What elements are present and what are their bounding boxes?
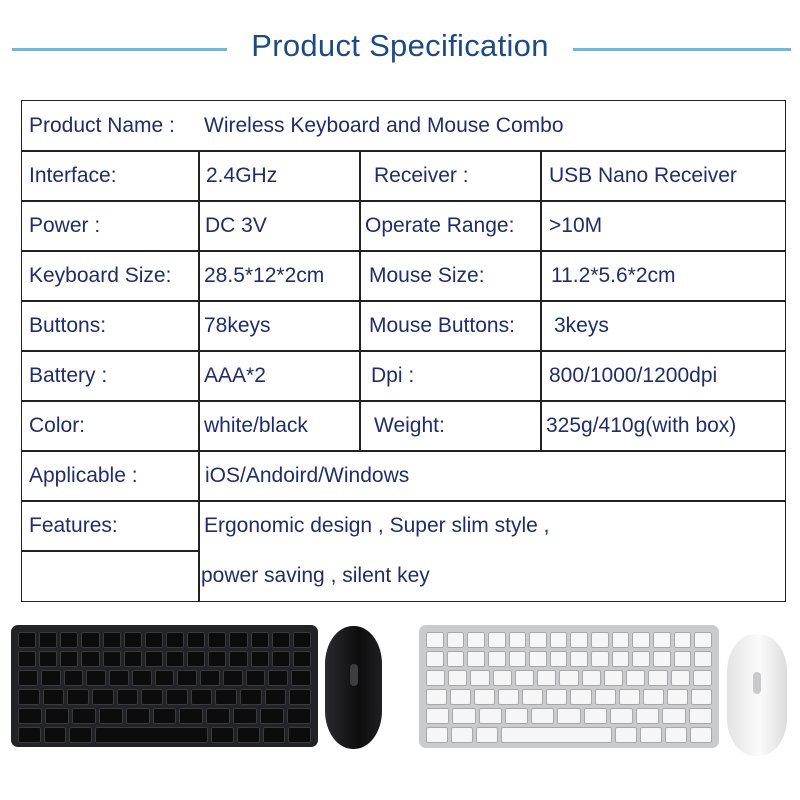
- white-keyboard-image: [419, 625, 719, 748]
- keyboard-key: [474, 689, 495, 705]
- keyboard-key: [69, 727, 92, 743]
- keyboard-key: [509, 651, 527, 667]
- mouse-buttons-label: Mouse Buttons:: [369, 313, 515, 337]
- keyboard-key: [18, 708, 42, 724]
- keyboard-key: [522, 689, 543, 705]
- features-line-2: power saving , silent key: [201, 563, 430, 587]
- keyboard-key: [632, 632, 650, 648]
- keyboard-key: [426, 670, 445, 686]
- keyboard-key: [467, 632, 485, 648]
- keyboard-key: [498, 689, 519, 705]
- keyboard-key: [501, 727, 611, 743]
- keyboard-key: [206, 708, 230, 724]
- keyboard-key: [636, 708, 659, 724]
- keyboard-key: [529, 651, 547, 667]
- header-left-rule: [12, 48, 227, 51]
- keyboard-key: [693, 670, 712, 686]
- keyboard-key: [155, 670, 175, 686]
- keyboard-key: [289, 689, 311, 705]
- keyboard-key: [667, 689, 688, 705]
- keyboard-key-row: [426, 670, 712, 686]
- keyboard-key: [653, 651, 671, 667]
- keyboard-key: [591, 651, 609, 667]
- mouse-scroll-wheel: [350, 664, 358, 686]
- keyboard-key: [426, 708, 449, 724]
- keyboard-key: [246, 670, 266, 686]
- keyboard-key: [640, 727, 662, 743]
- keyboard-key: [694, 651, 712, 667]
- keyboard-key: [117, 689, 139, 705]
- keyboard-key: [211, 727, 234, 743]
- keyboard-key: [223, 670, 243, 686]
- keyboard-key-row: [426, 651, 712, 667]
- battery-value: AAA*2: [204, 363, 266, 387]
- keyboard-key: [72, 708, 96, 724]
- keyboard-key: [103, 632, 121, 648]
- col-divider: [198, 150, 200, 601]
- keyboard-key: [18, 727, 41, 743]
- keyboard-key: [570, 632, 588, 648]
- keyboard-key: [448, 670, 467, 686]
- keyboard-key: [64, 670, 84, 686]
- keyboard-key: [470, 670, 489, 686]
- keyboard-key: [18, 632, 36, 648]
- mouse-buttons-value: 3keys: [554, 313, 609, 337]
- dpi-value: 800/1000/1200dpi: [549, 363, 718, 387]
- keyboard-key: [426, 651, 444, 667]
- keyboard-key: [43, 689, 65, 705]
- keyboard-key: [103, 651, 121, 667]
- keyboard-key: [505, 708, 528, 724]
- mouse-scroll-wheel: [753, 672, 761, 694]
- keyboard-key: [582, 670, 601, 686]
- mouse-size-value: 11.2*5.6*2cm: [551, 263, 676, 287]
- keyboard-key: [251, 632, 269, 648]
- buttons-value: 78keys: [204, 313, 271, 337]
- keyboard-key: [694, 632, 712, 648]
- keyboard-key: [124, 651, 142, 667]
- keyboard-key: [610, 708, 633, 724]
- white-mouse-image: [727, 634, 787, 756]
- keyboard-key: [268, 670, 288, 686]
- keyboard-key: [690, 727, 712, 743]
- keyboard-key: [251, 651, 269, 667]
- keyboard-key: [41, 670, 61, 686]
- keyboard-key: [447, 632, 465, 648]
- keyboard-key: [509, 632, 527, 648]
- keyboard-key-row: [18, 632, 311, 648]
- keyboard-key: [18, 689, 40, 705]
- keyboard-key: [39, 632, 57, 648]
- power-value: DC 3V: [205, 213, 267, 237]
- keyboard-key: [99, 708, 123, 724]
- keyboard-key: [451, 727, 473, 743]
- spec-table: [21, 100, 786, 602]
- keyboard-key: [615, 727, 637, 743]
- receiver-label: Receiver :: [374, 163, 469, 187]
- keyboard-key: [265, 689, 287, 705]
- keyboard-key: [550, 651, 568, 667]
- keyboard-key: [18, 670, 38, 686]
- keyboard-key: [488, 632, 506, 648]
- keyboard-key: [229, 632, 247, 648]
- keyboard-key: [426, 727, 448, 743]
- keyboard-key: [619, 689, 640, 705]
- keyboard-key: [124, 632, 142, 648]
- product-photos: [0, 620, 800, 770]
- keyboard-key: [665, 727, 687, 743]
- keyboard-key: [208, 632, 226, 648]
- keyboard-key: [291, 670, 311, 686]
- keyboard-key: [493, 670, 512, 686]
- black-keyboard-image: [11, 625, 318, 747]
- keyboard-key: [550, 632, 568, 648]
- keyboard-key: [166, 632, 184, 648]
- keyboard-key: [557, 708, 580, 724]
- keyboard-key: [643, 689, 664, 705]
- row-divider: [22, 550, 199, 552]
- keyboard-key: [529, 632, 547, 648]
- keyboard-key: [39, 651, 57, 667]
- keyboard-key: [179, 708, 203, 724]
- keyboard-key: [187, 632, 205, 648]
- keyboard-key: [674, 651, 692, 667]
- keyboard-key-row: [18, 727, 311, 743]
- keyboard-key-row: [18, 651, 311, 667]
- keyboard-key: [60, 632, 78, 648]
- keyboard-key: [626, 670, 645, 686]
- keyboard-key: [662, 708, 685, 724]
- keyboard-key: [488, 651, 506, 667]
- keyboard-key: [191, 689, 213, 705]
- keyboard-key: [293, 651, 311, 667]
- keyboard-key: [595, 689, 616, 705]
- color-value: white/black: [204, 413, 308, 437]
- product-name-value: Wireless Keyboard and Mouse Combo: [204, 113, 564, 137]
- keyboard-key: [612, 651, 630, 667]
- weight-label: Weight:: [374, 413, 445, 437]
- keyboard-key: [126, 708, 150, 724]
- col-divider: [540, 150, 542, 451]
- keyboard-key: [447, 651, 465, 667]
- operate-range-value: >10M: [549, 213, 603, 237]
- weight-value: 325g/410g(with box): [546, 413, 737, 437]
- keyboard-key: [233, 708, 257, 724]
- keyboard-key: [450, 689, 471, 705]
- keyboard-key: [187, 651, 205, 667]
- keyboard-key: [208, 651, 226, 667]
- keyboard-key: [531, 708, 554, 724]
- keyboard-key: [92, 689, 114, 705]
- receiver-value: USB Nano Receiver: [549, 163, 737, 187]
- keyboard-key-row: [18, 670, 311, 686]
- color-label: Color:: [29, 413, 86, 437]
- buttons-label: Buttons:: [29, 313, 107, 337]
- keyboard-key: [288, 727, 311, 743]
- keyboard-key-row: [426, 727, 712, 743]
- mouse-size-label: Mouse Size:: [369, 263, 485, 287]
- keyboard-key: [632, 651, 650, 667]
- keyboard-key: [81, 632, 99, 648]
- keyboard-key: [426, 632, 444, 648]
- keyboard-key: [45, 708, 69, 724]
- keyboard-key: [240, 689, 262, 705]
- keyboard-key: [612, 632, 630, 648]
- keyboard-key: [81, 651, 99, 667]
- keyboard-key: [559, 670, 578, 686]
- interface-value: 2.4GHz: [206, 163, 278, 187]
- keyboard-key: [591, 632, 609, 648]
- keyboard-key: [604, 670, 623, 686]
- features-label: Features:: [29, 513, 118, 537]
- keyboard-key: [166, 689, 188, 705]
- keyboard-key: [426, 689, 447, 705]
- keyboard-key: [166, 651, 184, 667]
- keyboard-key: [215, 689, 237, 705]
- keyboard-key: [570, 651, 588, 667]
- page-title: Product Specification: [251, 28, 549, 63]
- keyboard-key: [476, 727, 498, 743]
- keyboard-key: [260, 708, 284, 724]
- keyboard-key: [648, 670, 667, 686]
- interface-label: Interface:: [29, 163, 117, 187]
- keyboard-key: [674, 632, 692, 648]
- applicable-label: Applicable :: [29, 463, 138, 487]
- keyboard-key: [109, 670, 129, 686]
- keyboard-key: [272, 632, 290, 648]
- keyboard-key: [689, 708, 712, 724]
- keyboard-size-label: Keyboard Size:: [29, 263, 172, 287]
- keyboard-key: [67, 689, 89, 705]
- keyboard-key: [237, 727, 260, 743]
- spec-header: [0, 22, 800, 72]
- keyboard-key-row: [18, 689, 311, 705]
- keyboard-key: [570, 689, 591, 705]
- keyboard-key: [95, 727, 208, 743]
- keyboard-key: [584, 708, 607, 724]
- keyboard-key: [44, 727, 67, 743]
- keyboard-key-row: [426, 689, 712, 705]
- keyboard-key: [177, 670, 197, 686]
- keyboard-key: [546, 689, 567, 705]
- keyboard-key: [691, 689, 712, 705]
- keyboard-key: [479, 708, 502, 724]
- keyboard-key: [293, 632, 311, 648]
- keyboard-key: [272, 651, 290, 667]
- keyboard-key-row: [426, 708, 712, 724]
- keyboard-key: [467, 651, 485, 667]
- battery-label: Battery :: [29, 363, 108, 387]
- keyboard-key: [86, 670, 106, 686]
- black-mouse-image: [325, 626, 382, 749]
- keyboard-key: [671, 670, 690, 686]
- keyboard-key: [141, 689, 163, 705]
- keyboard-key: [653, 632, 671, 648]
- keyboard-key: [515, 670, 534, 686]
- keyboard-key: [452, 708, 475, 724]
- keyboard-size-value: 28.5*12*2cm: [204, 263, 325, 287]
- keyboard-key: [263, 727, 286, 743]
- applicable-value: iOS/Andoird/Windows: [205, 463, 410, 487]
- features-line-1: Ergonomic design , Super slim style ,: [204, 513, 550, 537]
- dpi-label: Dpi :: [371, 363, 415, 387]
- keyboard-key: [287, 708, 311, 724]
- keyboard-key-row: [18, 708, 311, 724]
- operate-range-label: Operate Range:: [365, 213, 515, 237]
- keyboard-key: [537, 670, 556, 686]
- power-label: Power :: [29, 213, 101, 237]
- keyboard-key: [200, 670, 220, 686]
- keyboard-key: [60, 651, 78, 667]
- keyboard-key: [145, 632, 163, 648]
- keyboard-key-row: [426, 632, 712, 648]
- keyboard-key: [153, 708, 177, 724]
- keyboard-key: [132, 670, 152, 686]
- product-name-label: Product Name :: [29, 113, 175, 137]
- keyboard-key: [145, 651, 163, 667]
- col-divider: [359, 150, 361, 451]
- keyboard-key: [229, 651, 247, 667]
- keyboard-key: [18, 651, 36, 667]
- header-right-rule: [573, 48, 791, 51]
